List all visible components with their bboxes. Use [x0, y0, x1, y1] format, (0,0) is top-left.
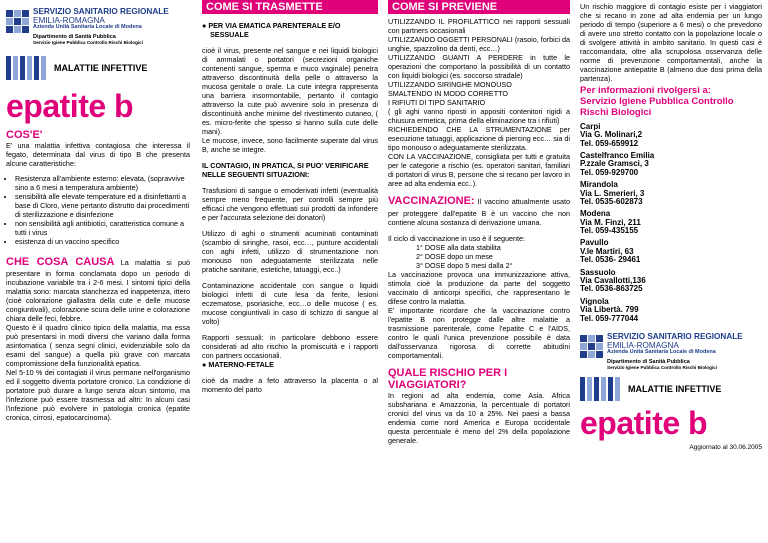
disease-category-bar [6, 56, 190, 80]
list-item: UTILIZZANDO IL PROFILATTICO nei rapporti sessuali con partners occasionali [388, 17, 570, 35]
vaccinazione-paragraph-2: La vaccinazione provoca una immunizzazione attiva, stimola cioè la produzione da parte del soggetto vaccinato di anticorpi specifici, che rappresentano le difese contro la malattia. [388, 269, 570, 306]
front-cover-column [0, 0, 196, 543]
cose-text: E' una malattia infettiva contagiosa che interessa il fegato, determinata dal virus di tipo B che presenta alcune caratteristiche: [6, 140, 190, 168]
list-item: • Resistenza all'ambiente esterno: elevata, (sopravvive sino a 6 mesi a temperatura ambiente) [15, 174, 190, 192]
location-item: Modena Via M. Finzi, 211 Tel. 059-435155 [580, 209, 641, 236]
causa-heading: CHE COSA CAUSA [6, 255, 115, 268]
list-item: I RIFIUTI DI TIPO SANITARIO [388, 98, 486, 107]
location-item: Vignola Via Libertà. 799 Tel. 059-777044 [580, 296, 639, 323]
locations-list [580, 123, 762, 323]
decorative-bars-icon [6, 56, 46, 80]
contagio-paragraph-4: Rapporti sessuali: in particolare debbono essere considerati ad alto rischio la promiscuità e i rapporti con partners occasionali. [202, 333, 378, 360]
info-service: Servizio Igiene Pubblica Controllo Rischi Biologici [580, 95, 734, 118]
causa-paragraph-2: Questo è il quadro clinico tipico della malattia, ma essa può presentarsi in modi diversi che variano dalla forma asintomatica ( senza segni clinici, evidenziabile solo da esami del sangue) a quella più grave con marcata compromissione della funzionalità epatica. [6, 323, 190, 369]
contagio-title: IL CONTAGIO, IN PRATICA, SI PUO' VERIFICARE NELLE SEGUENTI SITUAZIONI: [202, 161, 369, 179]
vaccinazione-text: Il vaccino attualmente usato per proteggere dall'epatite B è un vaccino che non contiene alcuna sostanza di derivazione umana. [388, 197, 570, 227]
location-item: Mirandola Via L. Smerieri, 3 Tel. 0535-602873 [580, 180, 645, 206]
travel-risk-text: Un rischio maggiore di contagio esiste per i viaggiatori che si recano in zone ad alta endemia per un lungo periodo di tempo (superiore a 6 mesi) o che prevedono di avere uno stretto contatto con la popolazione locale o di svolgere attività in ambito sanitario. In questi casi è raccomandata, oltre alla scrupolosa osservanza delle norme di prevenzione comportamentali, anche la vaccinazione antiepatite B (almeno due dosi prima della partenza). [580, 2, 762, 83]
list-item: UTILIZZANDO SIRINGHE MONOUSO [388, 80, 512, 89]
list-item: • non sensibilità agli antibiotici, caratteristica comune a tutti i virus [15, 219, 190, 237]
route1-text: cioè il virus, presente nel sangue e nei liquidi biologici di ammalati o portatori (secrezioni organiche contenenti sangue, sperma e muco vaginale) penetra attraverso discontinuità della pelle o attraverso la mucosa genitale o orale. La cute integra rappresenta una barriera insormontabile, pertanto il contagio attraverso la cute può avvenire solo in presenza di discontinuità anche minime del rivestimento cutaneo, ( es. micro-ferite che spesso si hanno sulla cute delle mani). [202, 46, 378, 136]
transmission-column [196, 0, 382, 543]
prevention-column [382, 0, 574, 543]
contacts-column [574, 0, 768, 543]
list-item: UTILIZZANDO OGGETTI PERSONALI (rasoio, forbici da unghie, spazzolino da denti, ecc…) [388, 35, 570, 53]
previene-heading: COME SI PREVIENE [388, 0, 570, 14]
decorative-bars-icon [580, 377, 620, 401]
route1-text-2: Le mucose, invece, sono facilmente superate dal virus B, anche se integre. [202, 136, 378, 154]
contagio-paragraph-3: Contaminazione accidentale con sangue o liquidi biologici infetti di cute lesa da ferite, lesioni eczematose, psoriasiche, ecc…o delle mucose ( es. mucose congiuntivali in caso di schizzo di sangue al volto) [202, 281, 378, 326]
logo-line-1: SERVIZIO SANITARIO REGIONALE [33, 7, 169, 16]
logo-line-1: SERVIZIO SANITARIO REGIONALE [607, 331, 743, 341]
logo-line-2: EMILIA-ROMAGNA [607, 340, 679, 350]
prevention-list [388, 17, 570, 188]
logo-line-2: EMILIA-ROMAGNA [33, 15, 105, 25]
disease-category-label: MALATTIE INFETTIVE [54, 62, 148, 73]
cose-heading: COS'E' [6, 128, 43, 141]
viaggiatori-heading: QUALE RISCHIO PER I VIAGGIATORI? [388, 366, 508, 391]
dose-item: 2° DOSE dopo un mese [416, 251, 493, 261]
trasmette-heading: COME SI TRASMETTE [202, 0, 378, 14]
list-item: UTILIZZANDO GUANTI A PERDERE in tutte le operazioni che comportano la possibilità di un contatto con liquidi biologici (es. soccorso stradale) [388, 53, 570, 80]
back-title: epatite b [580, 404, 708, 441]
contagio-paragraph-1: Trasfusioni di sangue o emoderivati infetti (eventualità sempre meno frequente, per controlli sempre più efficaci che vengono effettuati sui prodotti da infondere e per l'accurata selezione dei donatori) [202, 186, 378, 222]
logo-line-5: Servizio Igiene Pubblica Controllo Rischi Biologici [33, 39, 144, 45]
list-item: SMALTENDO IN MODO CORRETTO [388, 89, 508, 98]
contagio-paragraph-2: Utilizzo di aghi o strumenti acuminati contaminati (scambio di siringhe, rasoi, ecc…, punture accidentali con aghi infetti, utilizzo di strumentazione non monouso non adeguatamente sterilizzata nelle pratiche sanitarie, estetiche, tatuaggi, ecc..) [202, 229, 378, 274]
list-item: RICHIEDENDO CHE LA STRUMENTAZIONE per esecuzione tatuaggi, applicazione di piercing ecc… sia di tipo monouso o adeguatamente sterilizzata. [388, 125, 570, 152]
location-item: Sassuolo Via Cavallotti,136 Tel. 0536-863725 [580, 267, 646, 294]
disease-category-label: MALATTIE INFETTIVE [628, 383, 722, 394]
list-item: • sensibilità alle elevate temperature ed a disinfettanti a base di Cloro, viene pertanto distrutto dai procedimenti di sterilizzazione e disinfezione [15, 192, 190, 219]
disease-category-bar [580, 377, 762, 401]
organization-logo [6, 8, 190, 46]
list-item: • esistenza di un vaccino specifico [15, 237, 190, 246]
location-item: Pavullo V.le Martiri, 63 Tel. 0536- 29461 [580, 238, 641, 265]
causa-paragraph-3: Nel 5-10 % dei contagiati il virus permane nell'organismo ed il soggetto diventa portatore cronico. La condizione di portatore può durare a lungo senza alcun sintomo, ma l'infezione può essere trasmessa ad altri: In alcuni casi l'infezione può evolvere in patologia cronica (epatite cronica, cirrosi, epatocarcinoma). [6, 368, 190, 423]
dose-item: 1° DOSE alla data stabilita [416, 242, 501, 252]
characteristics-list [6, 174, 190, 246]
viaggiatori-text: In regioni ad alta endemia, come Asia. Africa subshariana e Amazzonia, la percentuale di portatori cronici del virus va da 10 a 25%. Nei paesi a bassa endemia come nord America e Europa occidentale questa percentuale è meno del 2% della popolazione generale. [388, 390, 570, 445]
location-item: Castelfranco Emilia P.zzale Gramsci, 3 Tel. 059-929700 [580, 150, 655, 177]
dose-item: 3° DOSE dopo 5 mesi dalla 2° [416, 260, 513, 270]
logo-line-3: Azienda Unità Sanitaria Locale di Modena [607, 349, 716, 356]
page-title: epatite b [6, 87, 134, 124]
route1-title: ● PER VIA EMATICA PARENTERALE E/O SESSUALE [202, 21, 341, 39]
causa-lead: La malattia si può presentare in forma conclamata dopo un periodo di incubazione variabile tra i 2-6 mesi. I sintomi tipici della malattia sono: marcata stanchezza ed inappetenza, ittero (cioè colorazione giallastra della cute e delle mucose congiuntivali), colorazione scura delle urine e colorazione chiara delle feci, febbre. [6, 257, 190, 324]
logo-mark-icon [6, 10, 29, 33]
route2-text: cioè da madre a feto attraverso la placenta o al momento del parto [202, 376, 378, 394]
update-date: Aggiornato al 30.06.2005 [689, 443, 762, 451]
info-heading: Per informazioni rivolgersi a: [580, 85, 711, 96]
location-item: Carpi Via G. Molinari,2 Tel. 059-659912 [580, 121, 643, 148]
ciclo-intro: Il ciclo di vaccinazione in uso è il seguente: [388, 233, 526, 243]
logo-line-3: Azienda Unità Sanitaria Locale di Modena [33, 24, 142, 31]
logo-line-4: Dipartimento di Sanità Pubblica [33, 33, 116, 40]
list-item: ( gli aghi vanno riposti in appositi contenitori rigidi a chiusura ermetica, prima della eliminazione tra i rifiuti) [388, 107, 570, 125]
logo-mark-icon [580, 335, 603, 358]
logo-line-5: Servizio Igiene Pubblica Controllo Rischi Biologici [607, 364, 718, 370]
list-item: CON LA VACCINAZIONE, consigliata per tutti e gratuita per le categorie a rischio (es. operatori sanitari, familiari di portatori di virus B, persone che si recano per lavoro in aree ad alta endemia ecc..). [388, 152, 570, 188]
vaccinazione-paragraph-3: E' importante ricordare che la vaccinazione contro l'epatite B non protegge dalle altre malattie a trasmissione parenterale, come l'epatite C e l'AIDS, contro le quali l'unica prevenzione possibile è data dall'osservanza rigorosa di corrette abitudini comportamentali. [388, 305, 570, 360]
route2-title: ● MATERNO-FETALE [202, 360, 274, 369]
organization-logo-back [580, 333, 762, 371]
logo-line-4: Dipartimento di Sanità Pubblica [607, 358, 690, 365]
vaccinazione-heading: VACCINAZIONE: [388, 195, 475, 207]
